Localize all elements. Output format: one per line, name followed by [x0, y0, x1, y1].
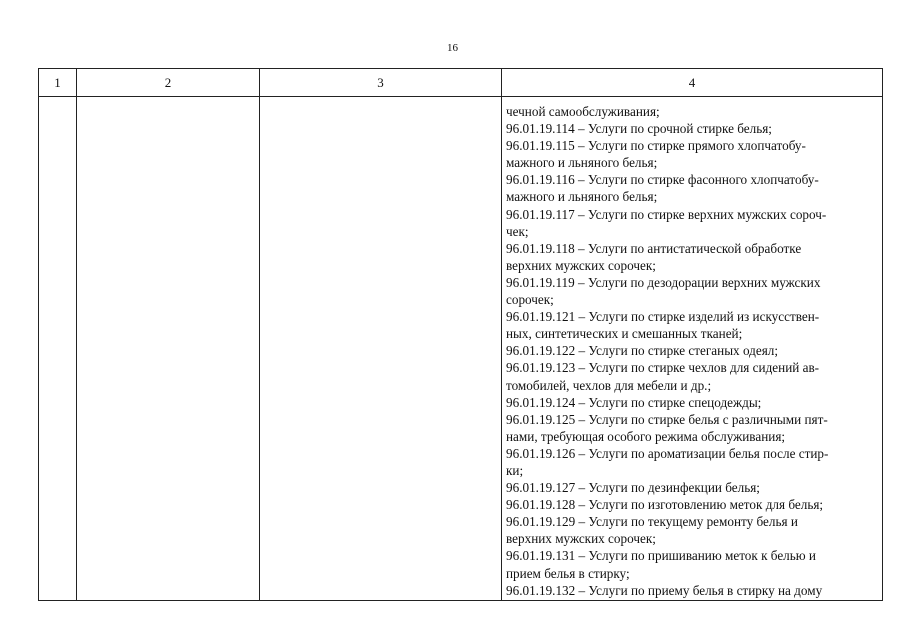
column-2-cell: [77, 97, 260, 601]
service-line: 96.01.19.124 – Услуги по стирке спецодежды;: [506, 394, 762, 410]
service-line: чек;: [506, 223, 529, 239]
service-line: 96.01.19.132 – Услуги по приему белья в стирку на дому: [506, 582, 823, 598]
service-line: 96.01.19.125 – Услуги по стирке белья с различными пят-: [506, 411, 828, 427]
services-table: [38, 68, 883, 601]
service-line: 96.01.19.116 – Услуги по стирке фасонного хлопчатобу-: [506, 172, 819, 188]
service-line: мажного и льняного белья;: [506, 155, 658, 171]
service-line: 96.01.19.131 – Услуги по пришиванию меток к белью и: [506, 548, 816, 564]
service-line: 96.01.19.122 – Услуги по стирке стеганых одеял;: [506, 343, 779, 359]
service-line: верхних мужских сорочек;: [506, 531, 656, 547]
service-line: ки;: [506, 462, 524, 478]
service-line: томобилей, чехлов для мебели и др.;: [506, 377, 712, 393]
service-line: 96.01.19.114 – Услуги по срочной стирке белья;: [506, 121, 772, 137]
service-line: нами, требующая особого режима обслуживания;: [506, 428, 786, 444]
service-line: мажного и льняного белья;: [506, 189, 658, 205]
page-number: 16: [447, 42, 458, 54]
service-line: 96.01.19.117 – Услуги по стирке верхних мужских сороч-: [506, 206, 827, 222]
column-4-cell: [502, 97, 883, 601]
service-line: 96.01.19.115 – Услуги по стирке прямого хлопчатобу-: [506, 138, 806, 154]
column-1-cell: [39, 97, 77, 601]
service-line: 96.01.19.118 – Услуги по антистатической обработке: [506, 240, 802, 256]
service-line: прием белья в стирку;: [506, 565, 630, 581]
service-line: 96.01.19.128 – Услуги по изготовлению меток для белья;: [506, 497, 824, 513]
service-line: 96.01.19.127 – Услуги по дезинфекции белья;: [506, 480, 760, 496]
column-header-4: 4: [502, 69, 883, 97]
table-header-row: [39, 69, 883, 97]
service-line: 96.01.19.129 – Услуги по текущему ремонту белья и: [506, 514, 798, 530]
column-header-3: 3: [260, 69, 502, 97]
column-header-1: 1: [39, 69, 77, 97]
table-row: [39, 97, 883, 601]
column-3-cell: [260, 97, 502, 601]
service-line: 96.01.19.119 – Услуги по дезодорации верхних мужских: [506, 274, 821, 290]
service-line: ных, синтетических и смешанных тканей;: [506, 326, 743, 342]
service-list: [502, 97, 882, 599]
service-line: 96.01.19.126 – Услуги по ароматизации белья после стир-: [506, 445, 829, 461]
service-line: сорочек;: [506, 292, 554, 308]
column-header-2: 2: [77, 69, 260, 97]
service-line: верхних мужских сорочек;: [506, 257, 656, 273]
service-line: чечной самообслуживания;: [506, 104, 660, 119]
service-line: 96.01.19.121 – Услуги по стирке изделий из искусствен-: [506, 309, 820, 325]
service-line: 96.01.19.123 – Услуги по стирке чехлов для сидений ав-: [506, 360, 820, 376]
